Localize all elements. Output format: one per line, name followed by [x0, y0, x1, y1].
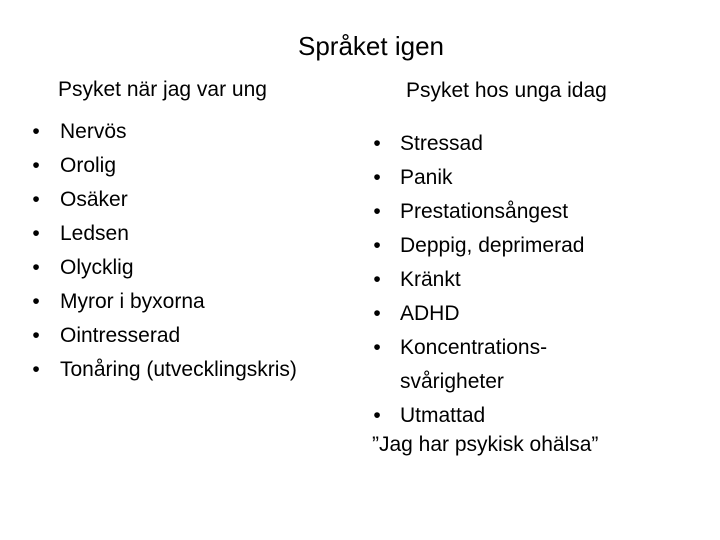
- closing-quote: ”Jag har psykisk ohälsa”: [372, 433, 599, 456]
- bullet-icon: •: [373, 200, 381, 223]
- list-item: [371, 331, 584, 399]
- list-item-text: Orolig: [60, 154, 117, 177]
- list-item: [371, 297, 584, 331]
- bullet-icon: •: [32, 120, 40, 143]
- list-item-text: Myror i byxorna: [60, 290, 205, 313]
- list-item: [30, 149, 297, 183]
- list-item-text: Deppig, deprimerad: [400, 234, 585, 257]
- bullet-icon: •: [32, 154, 40, 177]
- right-bullet-list: [371, 127, 584, 433]
- bullet-icon: •: [32, 222, 40, 245]
- bullet-icon: •: [32, 256, 40, 279]
- list-item-continuation: svårigheter: [400, 370, 504, 393]
- list-item-text: ADHD: [400, 302, 460, 325]
- bullet-icon: •: [373, 166, 381, 189]
- list-item: [371, 229, 584, 263]
- list-item-text: Ointresserad: [60, 324, 181, 347]
- bullet-icon: •: [32, 324, 40, 347]
- list-item-text: Utmattad: [400, 404, 486, 427]
- right-column-heading: Psyket hos unga idag: [406, 79, 607, 102]
- bullet-icon: •: [32, 290, 40, 313]
- bullet-icon: •: [373, 336, 381, 359]
- left-column-heading: Psyket när jag var ung: [58, 78, 267, 101]
- bullet-icon: •: [32, 188, 40, 211]
- list-item-text: Olycklig: [60, 256, 134, 279]
- list-item-text: Tonåring (utvecklingskris): [60, 358, 297, 381]
- list-item: [371, 263, 584, 297]
- list-item-text: Nervös: [60, 120, 127, 143]
- list-item: [30, 319, 297, 353]
- list-item: [30, 285, 297, 319]
- list-item-text: Panik: [400, 166, 453, 189]
- bullet-icon: •: [373, 302, 381, 325]
- list-item: [30, 115, 297, 149]
- list-item: [371, 127, 584, 161]
- left-bullet-list: [30, 115, 297, 387]
- list-item: [30, 183, 297, 217]
- list-item: [30, 251, 297, 285]
- list-item-text: Koncentrations-: [400, 336, 548, 359]
- list-item: [371, 195, 584, 229]
- list-item: [30, 353, 297, 387]
- bullet-icon: •: [373, 404, 381, 427]
- bullet-icon: •: [373, 132, 381, 155]
- bullet-icon: •: [373, 234, 381, 257]
- list-item-text: Stressad: [400, 132, 483, 155]
- list-item: [30, 217, 297, 251]
- slide-title: Språket igen: [298, 31, 444, 61]
- bullet-icon: •: [32, 358, 40, 381]
- list-item: [371, 161, 584, 195]
- bullet-icon: •: [373, 268, 381, 291]
- list-item-text: Prestationsångest: [400, 200, 569, 223]
- list-item-text: Osäker: [60, 188, 128, 211]
- list-item-text: Ledsen: [60, 222, 129, 245]
- list-item-text: Kränkt: [400, 268, 461, 291]
